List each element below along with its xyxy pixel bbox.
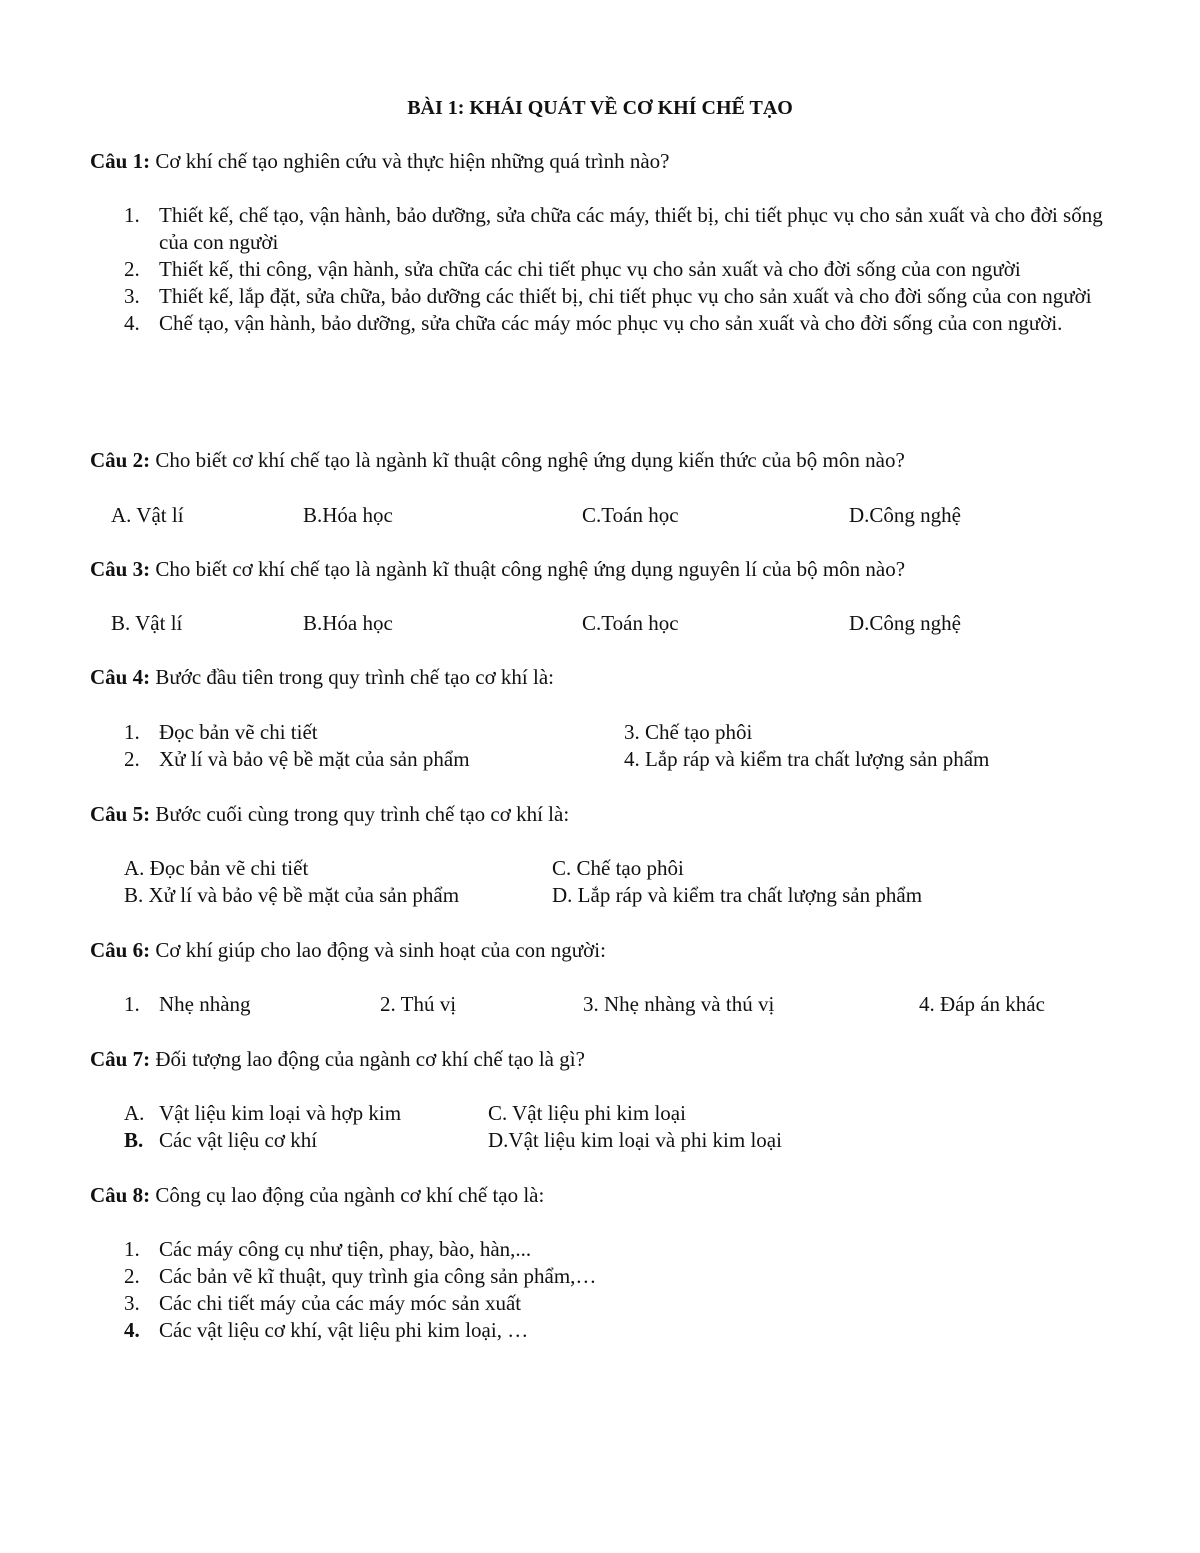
option-number: 1. [124, 992, 140, 1016]
list-item [124, 310, 1124, 337]
option-number: 4. [124, 311, 140, 335]
option-d: D. Lắp ráp và kiểm tra chất lượng sản phẩm [552, 883, 923, 907]
question-label: Câu 5: [90, 802, 151, 826]
question-text: Bước cuối cùng trong quy trình chế tạo cơ khí là: [150, 802, 570, 826]
question-8 [90, 1182, 544, 1209]
question-text: Cho biết cơ khí chế tạo là ngành kĩ thuật công nghệ ứng dụng nguyên lí của bộ môn nào? [150, 557, 906, 581]
option-b [124, 1127, 317, 1154]
question-label: Câu 8: [90, 1183, 151, 1207]
list-item [124, 1290, 1124, 1317]
option-c: C.Toán học [582, 503, 679, 527]
option-letter: B. [124, 1128, 144, 1152]
option-d: D.Vật liệu kim loại và phi kim loại [488, 1128, 782, 1152]
option-number: 1. [124, 203, 140, 227]
list-item [124, 1236, 1124, 1263]
list-item [124, 256, 1124, 283]
question-text: Bước đầu tiên trong quy trình chế tạo cơ khí là: [150, 665, 555, 689]
option-text: Các chi tiết máy của các máy móc sản xuất [159, 1291, 522, 1315]
question-3 [90, 556, 905, 583]
option-c: C. Vật liệu phi kim loại [488, 1101, 686, 1125]
question-6 [90, 937, 606, 964]
option-4: 4. Lắp ráp và kiểm tra chất lượng sản phẩm [624, 747, 990, 771]
list-item [124, 283, 1124, 310]
list-item [124, 1263, 1124, 1290]
option-text: Các vật liệu cơ khí, vật liệu phi kim loại, … [159, 1318, 529, 1342]
question-1 [90, 148, 669, 175]
list-item [124, 202, 1124, 256]
list-item [124, 1317, 1124, 1344]
option-2: 2. Thú vị [380, 992, 457, 1016]
option-d: D.Công nghệ [849, 611, 961, 635]
option-text: Vật liệu kim loại và hợp kim [159, 1101, 402, 1125]
option-a [124, 1100, 401, 1127]
option-1 [124, 719, 318, 746]
option-b: B.Hóa học [303, 503, 393, 527]
question-7 [90, 1046, 585, 1073]
question-label: Câu 3: [90, 557, 151, 581]
question-label: Câu 2: [90, 448, 151, 472]
question-text: Cơ khí chế tạo nghiên cứu và thực hiện những quá trình nào? [150, 149, 670, 173]
question-label: Câu 4: [90, 665, 151, 689]
document-title: BÀI 1: KHÁI QUÁT VỀ CƠ KHÍ CHẾ TẠO [407, 97, 793, 119]
option-number: 3. [124, 284, 140, 308]
option-text: Thiết kế, thi công, vận hành, sửa chữa các chi tiết phục vụ cho sản xuất và cho đời sống của con người [159, 257, 1021, 281]
option-letter: A. [124, 1101, 145, 1125]
option-number: 2. [124, 1264, 140, 1288]
option-text: Chế tạo, vận hành, bảo dưỡng, sửa chữa các máy móc phục vụ cho sản xuất và cho đời sống của con người. [159, 311, 1063, 335]
option-c: C.Toán học [582, 611, 679, 635]
question-2 [90, 447, 905, 474]
option-text: Thiết kế, lắp đặt, sửa chữa, bảo dưỡng các thiết bị, chi tiết phục vụ cho sản xuất và cho đời sống của con người [159, 284, 1092, 308]
question-label: Câu 7: [90, 1047, 151, 1071]
option-4: 4. Đáp án khác [919, 992, 1045, 1016]
option-a: B. Vật lí [111, 611, 183, 635]
option-a: A. Đọc bản vẽ chi tiết [124, 856, 309, 880]
question-text: Công cụ lao động của ngành cơ khí chế tạo là: [150, 1183, 545, 1207]
option-a: A. Vật lí [111, 503, 184, 527]
option-text: Xử lí và bảo vệ bề mặt của sản phẩm [159, 747, 470, 771]
question-4 [90, 664, 554, 691]
option-number: 3. [124, 1291, 140, 1315]
option-1 [124, 991, 251, 1018]
question-text: Cơ khí giúp cho lao động và sinh hoạt của con người: [150, 938, 606, 962]
option-c: C. Chế tạo phôi [552, 856, 684, 880]
option-d: D.Công nghệ [849, 503, 961, 527]
option-text: Các bản vẽ kĩ thuật, quy trình gia công sản phẩm,… [159, 1264, 597, 1288]
option-number: 4. [124, 1318, 140, 1342]
option-3: 3. Nhẹ nhàng và thú vị [583, 992, 775, 1016]
question-1-options [124, 202, 1124, 337]
option-b: B.Hóa học [303, 611, 393, 635]
option-text: Thiết kế, chế tạo, vận hành, bảo dưỡng, sửa chữa các máy, thiết bị, chi tiết phục vụ cho sản xuất và cho đời sống của con người [159, 203, 1103, 254]
question-label: Câu 1: [90, 149, 151, 173]
question-label: Câu 6: [90, 938, 151, 962]
question-text: Cho biết cơ khí chế tạo là ngành kĩ thuật công nghệ ứng dụng kiến thức của bộ môn nào? [150, 448, 905, 472]
option-3: 3. Chế tạo phôi [624, 720, 753, 744]
option-text: Các máy công cụ như tiện, phay, bào, hàn,... [159, 1237, 532, 1261]
question-text: Đối tượng lao động của ngành cơ khí chế tạo là gì? [150, 1047, 585, 1071]
question-8-options [124, 1236, 1124, 1344]
option-number: 2. [124, 747, 140, 771]
question-5 [90, 801, 569, 828]
option-number: 1. [124, 720, 140, 744]
option-2 [124, 746, 470, 773]
option-text: Đọc bản vẽ chi tiết [159, 720, 318, 744]
option-text: Các vật liệu cơ khí [159, 1128, 318, 1152]
option-b: B. Xử lí và bảo vệ bề mặt của sản phẩm [124, 883, 460, 907]
option-number: 1. [124, 1237, 140, 1261]
option-number: 2. [124, 257, 140, 281]
option-text: Nhẹ nhàng [159, 992, 251, 1016]
